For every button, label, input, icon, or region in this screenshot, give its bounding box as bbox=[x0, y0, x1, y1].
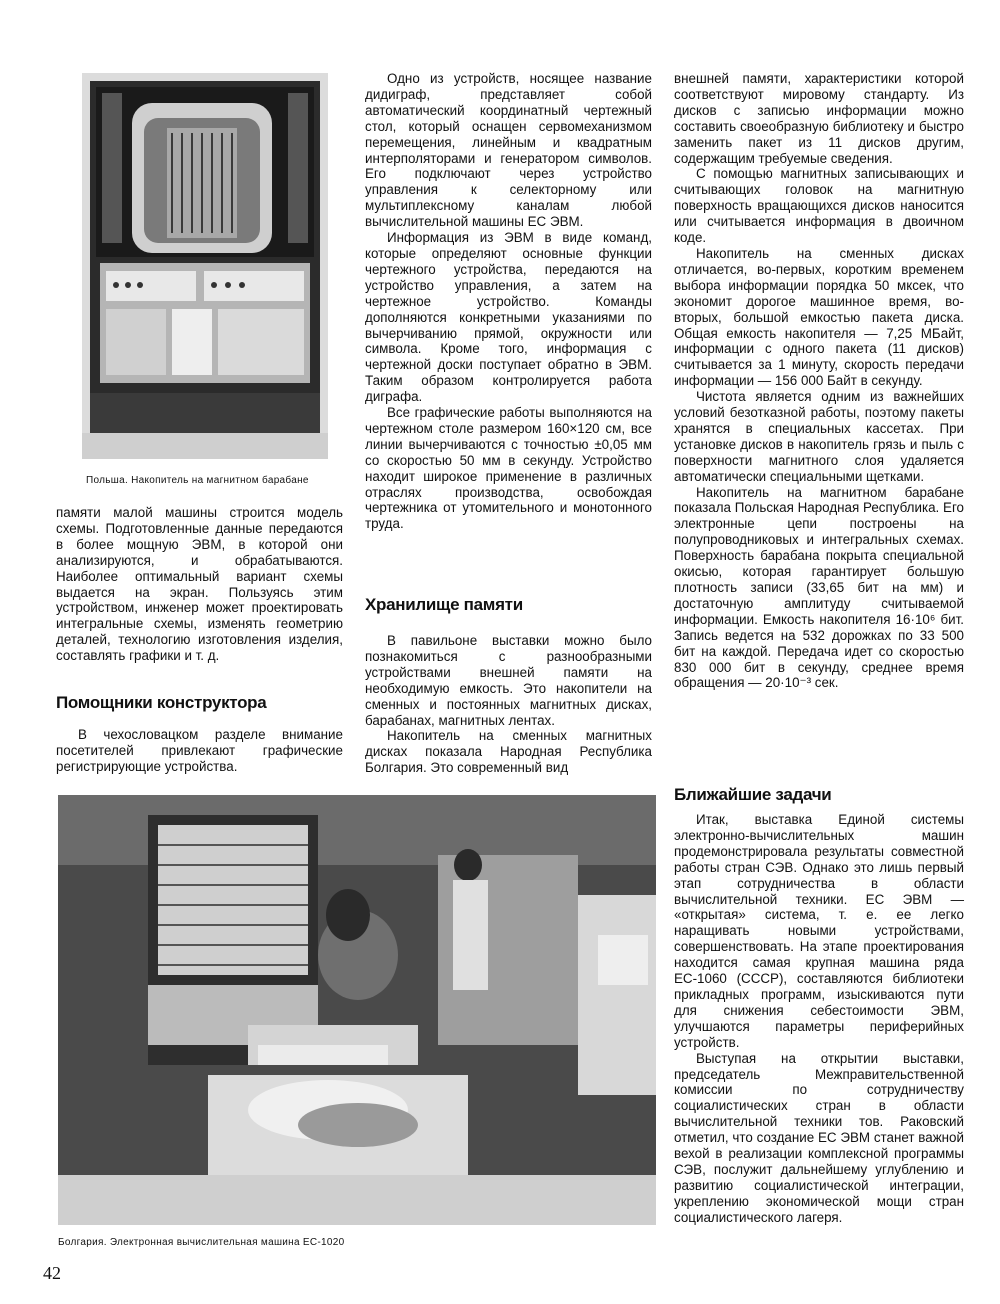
magnetic-drum-illustration bbox=[82, 73, 328, 459]
col2-paragraph-1: Одно из устройств, носящее название дидиграф, представляет собой автоматический координатный чертежный стол, который оснащен сервомеханизмом перемещения, линейным и квадратным интерполяторами и генератором символов. Его подключают через устройство управления к селекторному или мультиплексному каналам любой вычислительной машины ЕС ЭВМ. bbox=[365, 71, 652, 230]
column-2-text-top bbox=[365, 71, 652, 532]
col2-paragraph-5: Накопитель на сменных магнитных дисках показала Народная Республика Болгария. Это современный вид bbox=[365, 728, 652, 776]
col2-paragraph-3: Все графические работы выполняются на чертежном столе размером 160×120 см, все линии вычерчиваются с точностью ±0,05 мм со скоростью 50 мм в секунду. Устройство находит широкое применение в различных отраслях производства, освобождая чертежника от утомительного и монотонного труда. bbox=[365, 405, 652, 532]
heading-near-tasks: Ближайшие задачи bbox=[674, 785, 832, 804]
caption-bottom-photo: Болгария. Электронная вычислительная машина ЕС-1020 bbox=[58, 1237, 345, 1248]
col3-paragraph-5: Накопитель на магнитном барабане показала Польская Народная Республика. Его электронные цепи построены на полупроводниковых и интегральных схемах. Поверхность барабана покрыта специальной окисью, которая гарантирует большую плотность записи (33,65 бит на мм) и достаточную амплитуду считываемой информации. Емкость накопителя 16·10⁶ бит. Запись ведется на 532 дорожках по 33 500 бит на каждой. Передача идет со скоростью 830 000 бит в секунду, среднее время обращения — 20·10⁻³ сек. bbox=[674, 484, 964, 691]
column-1-text-top bbox=[56, 505, 343, 664]
col3-paragraph-2: С помощью магнитных записывающих и считывающих головок на магнитную поверхность вращающихся дисков наносится или считывается информация в двоичном коде. bbox=[674, 166, 964, 246]
col2-paragraph-2: Информация из ЭВМ в виде команд, которые определяют основные функции чертежного устройства, передаются на устройство управления, а затем на чертежное устройство. Команды дополняются конкретными указаниями по вычерчиванию прямой, окружности или символа. Кроме того, информация с чертежной доски поступает обратно в ЭВМ. Таким образом контролируется работа диграфа. bbox=[365, 230, 652, 405]
column-2-text-bottom bbox=[365, 633, 652, 776]
col1-paragraph-2: В чехословацком разделе внимание посетителей привлекают графические регистрирующие устройства. bbox=[56, 727, 343, 774]
column-3-text-bottom bbox=[674, 812, 964, 1226]
col3-paragraph-4: Чистота является одним из важнейших условий безотказной работы, поэтому пакеты хранятся в специальных кассетах. При установке дисков в накопитель грязь и пыль с поверхности магнитного слоя удаляется автоматически специальными щетками. bbox=[674, 389, 964, 484]
column-1-text-bottom bbox=[56, 727, 343, 775]
photo-ec-1020-computer bbox=[58, 795, 656, 1225]
caption-top-photo: Польша. Накопитель на магнитном барабане bbox=[86, 475, 309, 486]
col2-paragraph-4: В павильоне выставки можно было познакомиться с разнообразными устройствами внешней памяти на необходимую емкость. Это накопители на сменных и постоянных магнитных дисках, барабанах, магнитных лентах. bbox=[365, 633, 652, 728]
col3-paragraph-6: Итак, выставка Единой системы электронно-вычислительных машин продемонстрировала результаты совместной работы стран СЭВ. Однако это лишь первый этап сотрудничества в области вычислительной техники. ЕС ЭВМ — «открытая» система, т. е. ее легко наращивать новыми устройствами, совершенствовать. На этапе проектирования находится самая крупная машина ряда ЕС-1060 (СССР), составляются библиотеки прикладных программ, изыскиваются пути для снижения себестоимости ЭВМ, улучшаются параметры периферийных устройств. bbox=[674, 812, 964, 1050]
col3-paragraph-1: внешней памяти, характеристики которой соответствуют мировому стандарту. Из дисков с записью информации можно составить своеобразную библиотеку и быстро заменить пакет из 11 дисков другим, содержащим требуемые сведения. bbox=[674, 71, 964, 166]
heading-constructor-helpers: Помощники конструктора bbox=[56, 693, 267, 712]
col3-paragraph-3: Накопитель на сменных дисках отличается, во-первых, коротким временем выбора информации порядка 50 мксек, что экономит дорогое машинное время, во-вторых, большой емкостью пакета диска. Общая емкость накопителя — 7,25 МБайт, информации с одного пакета (11 дисков) считывается за 1 минуту, скорость передачи информации — 156 000 Байт в секунду. bbox=[674, 245, 964, 389]
col3-paragraph-7: Выступая на открытии выставки, председатель Межправительственной комиссии по сотрудничеству социалистических стран в области вычислительной техники тов. Раковский отметил, что создание ЕС ЭВМ станет важной вехой в реализации комплексной программы СЭВ, послужит дальнейшему углублению и развитию социалистической интеграции, укреплению экономической мощи стран социалистического лагеря. bbox=[674, 1050, 964, 1225]
page-number: 42 bbox=[43, 1263, 61, 1283]
photo-magnetic-drum bbox=[82, 73, 328, 459]
computer-room-illustration bbox=[58, 795, 656, 1225]
column-3-text-top bbox=[674, 71, 964, 691]
heading-memory-storage: Хранилище памяти bbox=[365, 595, 523, 614]
col1-paragraph-1: памяти малой машины строится модель схемы. Подготовленные данные передаются в более мощную ЭВМ, в которой они анализируются, и обрабатываются. Наиболее оптимальный вариант схемы выдается на экран. Пользуясь этим устройством, инженер может проектировать интегральные схемы, изменять геометрию деталей, технологию изготовления изделия, составлять графики и т. д. bbox=[56, 505, 343, 664]
